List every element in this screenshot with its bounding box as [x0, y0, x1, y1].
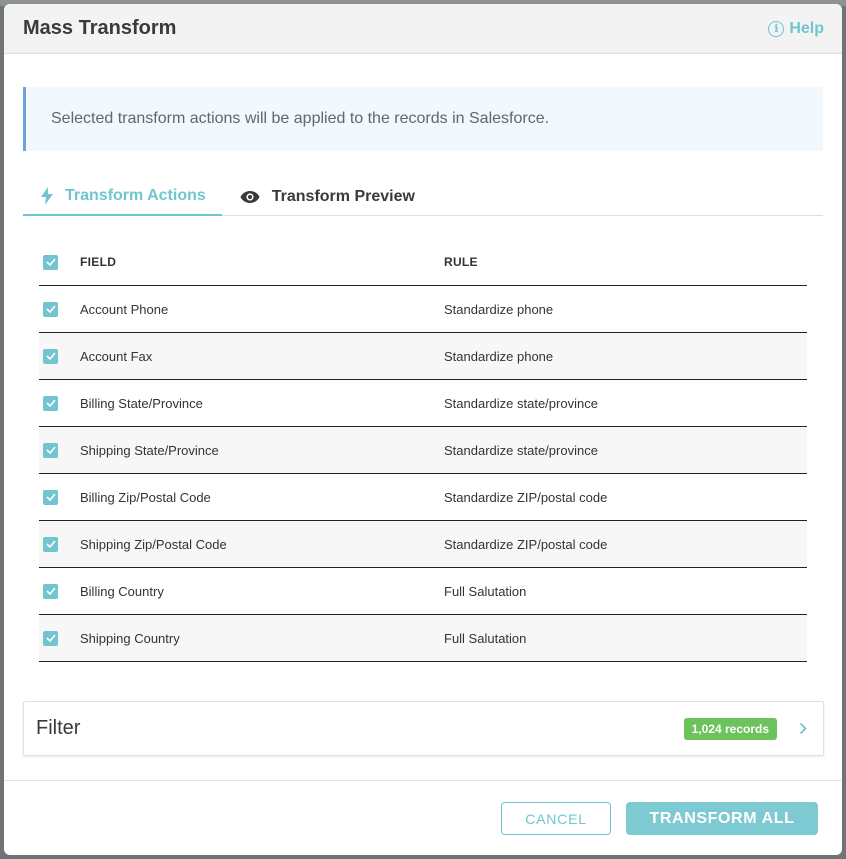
field-cell: Billing Zip/Postal Code [80, 489, 211, 505]
row-checkbox[interactable] [43, 490, 58, 505]
select-all-checkbox[interactable] [43, 255, 58, 270]
checkmark-icon [46, 305, 56, 313]
tab-transform-preview[interactable] [222, 178, 431, 216]
checkmark-icon [46, 493, 56, 501]
tab-bar [23, 178, 823, 216]
modal-header [4, 4, 842, 54]
rule-cell: Standardize state/province [444, 442, 598, 458]
tab-label: Transform Actions [65, 187, 206, 204]
checkmark-icon [46, 587, 56, 595]
checkmark-icon [46, 258, 56, 266]
checkmark-icon [46, 540, 56, 548]
row-checkbox[interactable] [43, 584, 58, 599]
table-row [39, 286, 807, 333]
modal-footer [4, 780, 842, 855]
rule-cell: Standardize ZIP/postal code [444, 536, 608, 552]
row-checkbox[interactable] [43, 302, 58, 317]
row-checkbox[interactable] [43, 349, 58, 364]
checkmark-icon [46, 352, 56, 360]
modal-title: Mass Transform [23, 17, 177, 39]
mass-transform-modal [4, 4, 842, 855]
table-row [39, 568, 807, 615]
checkmark-icon [46, 634, 56, 642]
column-header-rule: RULE [444, 255, 478, 269]
checkmark-icon [46, 399, 56, 407]
field-cell: Billing Country [80, 583, 164, 599]
field-cell: Shipping State/Province [80, 442, 219, 458]
column-header-field: FIELD [80, 255, 117, 269]
row-checkbox[interactable] [43, 443, 58, 458]
rule-cell: Standardize phone [444, 348, 554, 364]
transform-all-button[interactable]: TRANSFORM ALL [626, 802, 818, 835]
records-count-badge: 1,024 records [684, 718, 777, 740]
filter-panel[interactable] [23, 701, 824, 756]
checkmark-icon [46, 446, 56, 454]
rule-cell: Full Salutation [444, 583, 527, 599]
field-cell: Account Fax [80, 348, 153, 364]
table-row [39, 333, 807, 380]
rule-cell: Full Salutation [444, 630, 527, 646]
help-link[interactable] [768, 20, 824, 38]
table-row [39, 615, 807, 662]
table-header-row [39, 239, 807, 286]
transform-actions-table [39, 239, 807, 662]
tab-transform-actions[interactable] [23, 178, 222, 216]
rule-cell: Standardize phone [444, 301, 554, 317]
row-checkbox[interactable] [43, 396, 58, 411]
info-banner [23, 87, 823, 151]
field-cell: Shipping Country [80, 630, 180, 646]
table-row [39, 474, 807, 521]
help-label: Help [789, 19, 824, 37]
tab-label: Transform Preview [271, 188, 415, 205]
field-cell: Account Phone [80, 301, 169, 317]
row-checkbox[interactable] [43, 537, 58, 552]
filter-label: Filter [36, 717, 81, 739]
field-cell: Billing State/Province [80, 395, 203, 411]
table-row [39, 521, 807, 568]
table-row [39, 427, 807, 474]
cancel-button[interactable]: CANCEL [501, 802, 611, 835]
table-row [39, 380, 807, 427]
lightning-bolt-icon [41, 187, 53, 205]
chevron-right-icon [799, 722, 807, 735]
row-checkbox[interactable] [43, 631, 58, 646]
rule-cell: Standardize state/province [444, 395, 598, 411]
field-cell: Shipping Zip/Postal Code [80, 536, 227, 552]
eye-icon [240, 190, 260, 204]
rule-cell: Standardize ZIP/postal code [444, 489, 608, 505]
info-icon: i [768, 21, 784, 37]
info-banner-text: Selected transform actions will be applied to the records in Salesforce. [51, 110, 550, 127]
